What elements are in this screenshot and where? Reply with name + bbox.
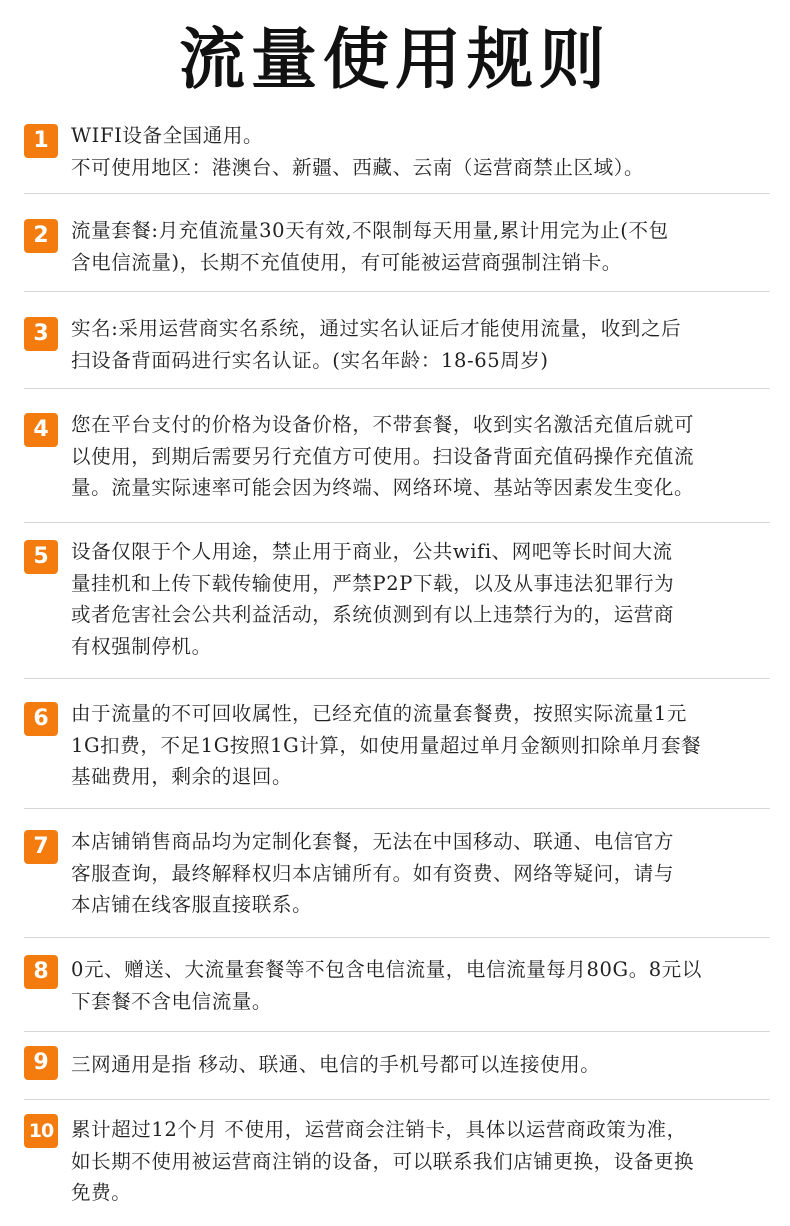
page-title: 流量使用规则 bbox=[179, 21, 611, 98]
rule-line: 流量套餐:月充值流量30天有效,不限制每天用量,累计用完为止(不包 bbox=[71, 219, 669, 242]
rule-line: 累计超过12个月 不使用，运营商会注销卡，具体以运营商政策为准， bbox=[71, 1118, 687, 1141]
number-badge: 8 bbox=[24, 955, 58, 989]
number-badge: 1 bbox=[24, 124, 58, 158]
rule-line: 扫设备背面码进行实名认证。(实名年龄：18-65周岁) bbox=[71, 348, 549, 372]
rule-text bbox=[71, 313, 763, 376]
rule-text bbox=[71, 215, 763, 278]
rule-line: 三网通用是指 移动、联通、电信的手机号都可以连接使用。 bbox=[71, 1053, 601, 1076]
number-badge: 2 bbox=[24, 219, 58, 253]
rule-line: 如长期不使用被运营商注销的设备，可以联系我们店铺更换，设备更换 bbox=[71, 1149, 695, 1173]
rule-line: 您在平台支付的价格为设备价格，不带套餐，收到实名激活充值后就可 bbox=[71, 413, 695, 436]
rule-line: 或者危害社会公共利益活动，系统侦测到有以上违禁行为的，运营商 bbox=[71, 603, 675, 626]
rule-text bbox=[71, 1049, 763, 1081]
rule-line: 本店铺在线客服直接联系。 bbox=[71, 893, 313, 916]
divider bbox=[24, 808, 770, 809]
number-badge: 7 bbox=[24, 830, 58, 864]
rule-line: 量。流量实际速率可能会因为终端、网络环境、基站等因素发生变化。 bbox=[71, 476, 695, 499]
number-badge: 9 bbox=[24, 1046, 58, 1080]
rule-text bbox=[71, 536, 763, 662]
rule-text bbox=[71, 409, 763, 504]
rule-line: 以使用，到期后需要另行充值方可使用。扫设备背面充值码操作充值流 bbox=[71, 444, 695, 468]
divider bbox=[24, 291, 770, 292]
rule-text bbox=[71, 954, 763, 1017]
rule-line: 有权强制停机。 bbox=[71, 634, 212, 658]
rule-text bbox=[71, 826, 763, 921]
number-badge: 4 bbox=[24, 413, 58, 447]
rule-line: 设备仅限于个人用途，禁止用于商业，公共wifi、网吧等长时间大流 bbox=[71, 540, 673, 563]
divider bbox=[24, 937, 770, 938]
rule-line: 实名:采用运营商实名系统，通过实名认证后才能使用流量，收到之后 bbox=[71, 317, 682, 340]
rule-line: 本店铺销售商品均为定制化套餐，无法在中国移动、联通、电信官方 bbox=[71, 830, 675, 853]
divider bbox=[24, 193, 770, 194]
number-badge: 3 bbox=[24, 317, 58, 351]
rule-text bbox=[71, 698, 763, 793]
divider bbox=[24, 388, 770, 389]
rule-line: 0元、赠送、大流量套餐等不包含电信流量，电信流量每月80G。8元以 bbox=[71, 958, 703, 981]
rule-line: 基础费用，剩余的退回。 bbox=[71, 765, 293, 788]
rule-line: 含电信流量)，长期不充值使用，有可能被运营商强制注销卡。 bbox=[71, 250, 622, 274]
rule-line: 免费。 bbox=[71, 1181, 132, 1204]
divider bbox=[24, 1031, 770, 1032]
rule-line: 不可使用地区：港澳台、新疆、西藏、云南（运营商禁止区域）。 bbox=[71, 155, 645, 179]
divider bbox=[24, 678, 770, 679]
rule-line: 由于流量的不可回收属性，已经充值的流量套餐费，按照实际流量1元 bbox=[71, 702, 688, 725]
divider bbox=[24, 1099, 770, 1100]
rule-line: 量挂机和上传下载传输使用，严禁P2P下载，以及从事违法犯罪行为 bbox=[71, 571, 675, 595]
rule-line: 客服查询，最终解释权归本店铺所有。如有资费、网络等疑问，请与 bbox=[71, 861, 675, 885]
rule-text bbox=[71, 120, 763, 183]
divider bbox=[24, 522, 770, 523]
rule-text bbox=[71, 1114, 763, 1209]
rule-line: WIFI设备全国通用。 bbox=[71, 124, 264, 147]
rule-line: 1G扣费，不足1G按照1G计算，如使用量超过单月金额则扣除单月套餐 bbox=[71, 733, 702, 757]
number-badge: 5 bbox=[24, 540, 58, 574]
rule-line: 下套餐不含电信流量。 bbox=[71, 989, 273, 1013]
number-badge: 10 bbox=[24, 1114, 58, 1148]
number-badge: 6 bbox=[24, 702, 58, 736]
